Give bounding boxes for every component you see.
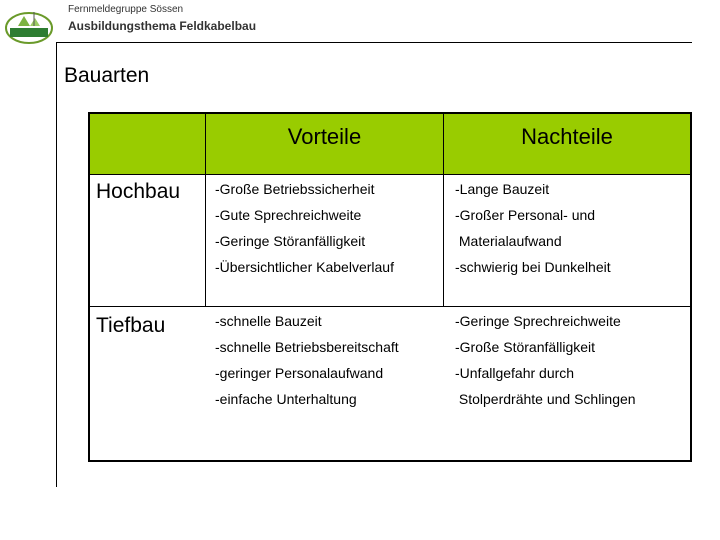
list-item: -Große Betriebssicherheit [215,181,375,197]
comparison-table [88,112,692,462]
hochbau-vorteile-list [215,176,394,280]
list-item: -Übersichtlicher Kabelverlauf [215,259,394,275]
list-item: -Gute Sprechreichweite [215,207,362,223]
left-margin-divider [56,42,57,487]
list-item: Materialaufwand [455,233,562,249]
training-topic: Ausbildungsthema Feldkabelbau [68,19,257,33]
list-item: Stolperdrähte und Schlingen [455,391,636,407]
list-item: -Lange Bauzeit [455,181,550,197]
list-item: -geringer Personalaufwand [215,365,384,381]
list-item: -Unfallgefahr durch [455,365,575,381]
list-item: -schnelle Betriebsbereitschaft [215,339,399,355]
list-item: -Geringe Störanfälligkeit [215,233,366,249]
list-item: -Geringe Sprechreichweite [455,313,621,329]
list-item: -schwierig bei Dunkelheit [455,259,611,275]
list-item: -Große Störanfälligkeit [455,339,596,355]
section-title: Bauarten [64,64,150,87]
tiefbau-nachteile-list [455,308,636,412]
tiefbau-vorteile-list [215,308,399,412]
column-header-vorteile: Vorteile [287,124,362,149]
column-header-nachteile: Nachteile [521,124,613,149]
organization-name: Fernmeldegruppe Sössen [68,4,184,15]
row-header-hochbau: Hochbau [96,180,181,203]
list-item: -einfache Unterhaltung [215,391,357,407]
row-divider [90,306,690,307]
organization-logo-icon [4,8,54,44]
list-item: -schnelle Bauzeit [215,313,322,329]
hochbau-nachteile-list [455,176,611,280]
header-divider [56,42,692,43]
row-header-tiefbau: Tiefbau [96,314,166,337]
list-item: -Großer Personal- und [455,207,596,223]
